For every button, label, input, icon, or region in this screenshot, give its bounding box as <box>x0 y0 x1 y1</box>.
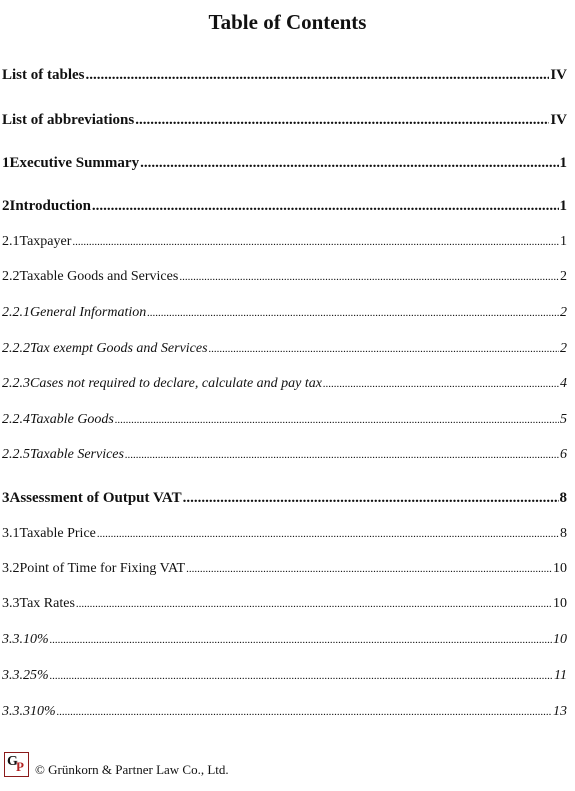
toc-entry-label: Point of Time for Fixing VAT <box>19 561 186 576</box>
toc-entry-number: 3.3.2 <box>2 668 30 683</box>
toc-entry[interactable] <box>2 668 567 684</box>
toc-entry-page: 8 <box>560 526 567 541</box>
leader-dots <box>72 236 559 248</box>
toc-entry-page: IV <box>550 112 567 128</box>
toc-entry[interactable] <box>2 490 567 507</box>
company-logo <box>4 752 29 777</box>
toc-entry-label: General Information <box>30 305 147 320</box>
toc-entry-number: 3.3.3 <box>2 704 30 719</box>
toc-entry-label: List of tables <box>2 67 85 83</box>
toc-entry-label: Taxable Goods and Services <box>19 269 179 284</box>
toc-entry-label: Assessment of Output VAT <box>9 490 182 506</box>
leader-dots <box>186 563 552 575</box>
toc-entry-page: 10 <box>553 596 567 611</box>
toc-entry-number: 2.2.5 <box>2 447 30 462</box>
toc-entry[interactable] <box>2 561 567 577</box>
toc-entry[interactable] <box>2 632 567 648</box>
toc-entry-page: 8 <box>559 490 567 506</box>
toc-entry-page: 2 <box>560 269 567 284</box>
leader-dots <box>147 307 559 319</box>
toc-entry-page: 2 <box>560 341 567 356</box>
leader-dots <box>50 634 552 646</box>
leader-dots <box>92 198 559 215</box>
toc-entry-label: Taxable Price <box>19 526 96 541</box>
toc-entry-number: 2.2.1 <box>2 305 30 320</box>
page-title: Table of Contents <box>208 10 367 34</box>
toc-entry-page: 4 <box>560 376 567 391</box>
leader-dots <box>115 414 559 426</box>
toc-entry-page: 1 <box>559 198 567 214</box>
toc-entry-label: Tax Rates <box>19 596 75 611</box>
toc-entry[interactable] <box>2 234 567 250</box>
toc-entry-label: Introduction <box>9 198 91 214</box>
leader-dots <box>50 670 553 682</box>
toc-entry[interactable] <box>2 596 567 612</box>
toc-entry-number: 2.2.4 <box>2 412 30 427</box>
toc-entry-label: Tax exempt Goods and Services <box>30 341 208 356</box>
toc-entry[interactable] <box>2 704 567 720</box>
toc-entry-label: Taxpayer <box>19 234 72 249</box>
toc-entry-page: 11 <box>554 668 567 683</box>
leader-dots <box>140 155 558 172</box>
toc-entry-number: 3.3 <box>2 596 20 611</box>
toc-entry-page: 1 <box>560 234 567 249</box>
leader-dots <box>97 528 559 540</box>
page-footer <box>4 752 229 777</box>
leader-dots <box>183 490 559 507</box>
toc-entry-number: 2.1 <box>2 234 20 249</box>
toc-entry-page: 13 <box>553 704 567 719</box>
toc-entry[interactable] <box>2 112 567 129</box>
toc-entry-page: 6 <box>560 447 567 462</box>
toc-entry-number: 2 <box>2 198 10 214</box>
toc-entry-page: 5 <box>560 412 567 427</box>
leader-dots <box>76 598 552 610</box>
toc-entry[interactable] <box>2 67 567 84</box>
toc-entry-page: 2 <box>560 305 567 320</box>
toc-entry-number: 2.2 <box>2 269 20 284</box>
leader-dots <box>179 271 559 283</box>
toc-entry[interactable] <box>2 198 567 215</box>
logo-letter-g: G <box>7 754 18 769</box>
toc-entry-number: 3.3.1 <box>2 632 30 647</box>
toc-entry-label: Cases not required to declare, calculate and pay tax <box>30 376 322 391</box>
toc-entry[interactable] <box>2 412 567 428</box>
toc-entry-page: 1 <box>559 155 567 171</box>
toc-entry[interactable] <box>2 305 567 321</box>
leader-dots <box>86 67 550 84</box>
toc-entry-page: 10 <box>553 632 567 647</box>
toc-entry[interactable] <box>2 341 567 357</box>
toc-entry-label: Executive Summary <box>9 155 140 171</box>
toc-entry-label: Taxable Services <box>30 447 124 462</box>
copyright-text: © Grünkorn & Partner Law Co., Ltd. <box>35 762 229 777</box>
toc-entry[interactable] <box>2 447 567 463</box>
leader-dots <box>57 706 552 718</box>
toc-entry-label: 0% <box>30 632 49 647</box>
toc-entry-label: Taxable Goods <box>30 412 114 427</box>
toc-entry-page: IV <box>550 67 567 83</box>
logo-letter-p: P <box>16 759 24 774</box>
toc-entry[interactable] <box>2 526 567 542</box>
toc-entry-number: 1 <box>2 155 10 171</box>
toc-entry[interactable] <box>2 155 567 172</box>
toc-entry-number: 3.1 <box>2 526 20 541</box>
toc-entry-number: 3.2 <box>2 561 20 576</box>
toc-entry-label: 10% <box>30 704 56 719</box>
leader-dots <box>209 343 559 355</box>
leader-dots <box>135 112 549 129</box>
leader-dots <box>323 378 559 390</box>
toc-entry-label: List of abbreviations <box>2 112 135 128</box>
toc-entry-number: 2.2.2 <box>2 341 30 356</box>
toc-entry-page: 10 <box>553 561 567 576</box>
toc-entry-number: 2.2.3 <box>2 376 30 391</box>
toc-entry-label: 5% <box>30 668 49 683</box>
leader-dots <box>125 449 559 461</box>
toc-entry[interactable] <box>2 376 567 392</box>
toc-entry-number: 3 <box>2 490 10 506</box>
toc-entry[interactable] <box>2 269 567 285</box>
